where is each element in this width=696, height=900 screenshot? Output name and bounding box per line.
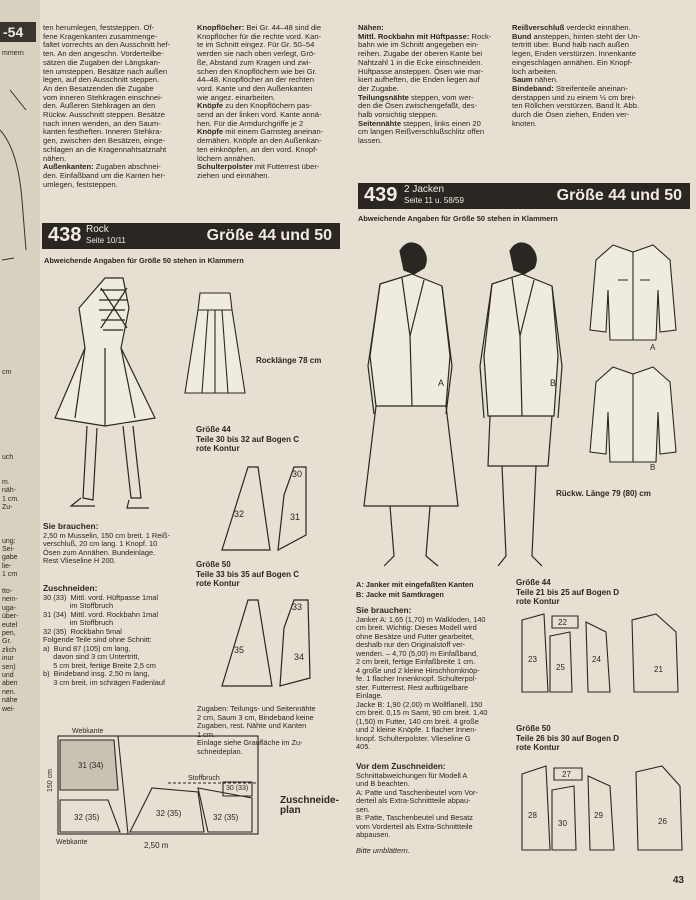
model-438-requirements: Sie brauchen: 2,50 m Musselin, 150 cm breit. 1 Reiß- verschluß, 20 cm lang. 1 Knopf. 10 Ösen zum Annähen. Bundeinlage. Rest Vlieseline H 200. xyxy=(43,521,170,565)
model-439-size44-label: Größe 44 Teile 21 bis 25 auf Bogen D rote Kontur xyxy=(516,578,619,606)
previous-page-pattern-lines xyxy=(0,0,40,900)
previous-page-strip xyxy=(0,0,41,900)
model-438-size44-label: Größe 44 Teile 30 bis 32 auf Bogen C rote Kontur xyxy=(196,425,299,453)
figA-label: A xyxy=(438,378,445,388)
cp3-label: 32 (35) xyxy=(156,809,182,818)
a50_3-label: 29 xyxy=(594,811,603,820)
wk1-label: Webkante xyxy=(72,728,104,735)
model-439-note: Abweichende Angaben für Größe 50 stehen in Klammern xyxy=(358,214,558,223)
model-438-cutting: Zuschneiden: 30 (33) Mittl. vord. Hüftpasse 1mal im Stoffbruch 31 (34) Mittl. vord. Rockbahn 1mal im Stoffbruch 32 (35) Rockbahn 5mal Folgende Teile sind ohne Schnitt: a) Bund 87 (105) cm lang, davon sind 3 cm Untertritt, 5 cm breit, fertige Breite 2,5 cm b) Bindeband insg. 2,50 m lang, 3 cm breit, im schrägen Fadenlauf xyxy=(43,583,165,687)
previous-page-text: mmern cm uch m. näh- 1 cm. Zu- ung: Sei- gabe lie- 1 cm tto- nein- uga- über- eutel pen, Gr. zlich inur sen) und aben nen. nähe wei- xyxy=(2,50,24,713)
model-439-requirements: Sie brauchen: Janker A: 1,65 (1,70) m Walkloden, 140 cm breit. Wichtig: Dieses Modell wird ohne Besätze und Futter gearbeitet, deshalb nur den Originalstoff ver- wenden. – 4,70 (5,00) m Einfaßband, 2 cm breit, fertige Einfaßbreite 1 cm. 4 große und 2 kleine Hirschhornknöp- fe. 1 flacher Innenknopf. Schulterpol- ster. Futterrest. Rest aufbügelbare Einlage. Jacke B: 1,90 (2,00) m Wollflanell, 150 cm breit. 0,15 m Samt, 90 cm breit. 1,40 (1,50) m Futter, 140 cm breit. 4 große und 2 kleine Knöpfe. 1 flacher Innen- knopf. Schulterpolster. Vlieseline G 405. xyxy=(356,605,488,751)
piece-32-label: 32 xyxy=(234,509,245,519)
skirt-figure-illustration xyxy=(45,268,175,518)
model-438-size50-label: Größe 50 Teile 33 bis 35 auf Bogen C rote Kontur xyxy=(196,560,299,588)
model-439-subtitle: Seite 11 u. 58/59 xyxy=(404,196,464,205)
wk2-label: Webkante xyxy=(56,839,88,846)
cutting-plan-title: Zuschneide- plan xyxy=(280,795,339,816)
model-438-subtitle: Seite 10/11 xyxy=(86,236,126,245)
a44_4-label: 21 xyxy=(654,665,663,674)
figB-label: B xyxy=(550,378,557,388)
model-438-header xyxy=(42,223,340,249)
jacket-b-figure-illustration xyxy=(470,236,580,576)
jacket-a-figure-illustration xyxy=(350,236,475,576)
cutting-layout-diagram xyxy=(48,728,278,848)
a50_1-label: 27 xyxy=(562,770,571,779)
a50_2-label: 30 xyxy=(558,819,567,828)
back-length-label: Rückw. Länge 79 (80) cm xyxy=(556,489,651,498)
model-439-size: Größe 44 und 50 xyxy=(556,187,682,204)
model-439-title: 2 Jacken xyxy=(404,184,445,195)
cp2-label: 32 (35) xyxy=(74,813,100,822)
flatA-label: A xyxy=(650,343,656,352)
a50_4-label: 26 xyxy=(658,817,667,826)
column4-text: Reißverschluß verdeckt einnähen. Bund ansteppen, hinten steht der Un- tertritt über. Bund halb nach außen legen, Enden verstürzen. Innenkante eingeschlagen annähen. Ein Knopf- loch arbeiten. Saum nähen. Bindeband: Streifenteile aneinan- derstappen und zu einem ½ cm brei- ten Röllchen verstürzen. Band lt. Abb. durch die Ösen ziehen, Enden ver- knoten. xyxy=(512,23,640,128)
cp5-label: 30 (33) xyxy=(226,785,249,792)
a44_2-label: 25 xyxy=(556,663,565,672)
model-438-size44-pattern-pieces xyxy=(218,465,348,555)
skirt-flat-sketch xyxy=(180,288,250,398)
a44_1-label: 22 xyxy=(558,618,567,627)
a44_0-label: 23 xyxy=(528,655,537,664)
flatB-label: B xyxy=(650,463,656,472)
please-turn-page: Bitte umblättern. xyxy=(356,846,410,855)
model-439-size50-pattern-pieces xyxy=(516,764,691,854)
pw-label: 2,50 m xyxy=(144,841,169,850)
svg-text:34: 34 xyxy=(294,652,305,662)
magazine-page xyxy=(40,0,696,900)
model-439-header xyxy=(358,183,690,209)
model-439-size50-label: Größe 50 Teile 26 bis 30 auf Bogen D rote Kontur xyxy=(516,724,619,752)
model-438-title: Rock xyxy=(86,224,109,235)
a50_0-label: 28 xyxy=(528,811,537,820)
column1-text: ten herumlegen, feststeppen. Of- fene Kragenkanten zusammenge- faltet vorrechts an den Ausschnitt hef- ten. An den angeschn. Vorderteilbe- sätzen die Zugaben der Längskan- ten umsteppen. Besätze nach außen legen, auf den Ausschnitt steppen. An den Besatzenden die Zugabe vom inneren Stehkragen einschnei- den. Äußeren Stehkragen an den Rückw. Ausschnitt steppen. Besätze nach innen wenden, an den Saum- kanten festheften. Inneren Stehkra- gen, zwischen den Besätzen, einge- schlagen an die Kragennahtsatznaht nähen. Außenkanten: Zugaben abschnei- den. Einfaßband um die Kanten her- umlegen, feststeppen. xyxy=(43,23,171,189)
previous-page-number: -54 xyxy=(0,22,36,42)
svg-text:35: 35 xyxy=(234,645,245,655)
ph-label: 150 cm xyxy=(47,769,54,792)
column3-text: Nähen: Mittl. Rockbahn mit Hüftpasse: Rock- bahn wie im Schnitt angegeben ein- reihen. Zugabe der oberen Kante bei Nahtzahl 1 in die Ecke einschneiden. Hüftpasse ansteppen. Ösen wie mar- kiert aufheften, die Enden liegen auf der Zugabe. Teilungsnähte steppen, vom wer- den die Ösen zwischengefaßt, des- halb vorsichtig steppen. Seitennähte steppen, links einen 20 cm langen Reißverschlußschlitz offen lassen. xyxy=(358,23,492,146)
jacket-a-flat-sketch xyxy=(588,240,678,350)
a44_3-label: 24 xyxy=(592,655,601,664)
model-438-size: Größe 44 und 50 xyxy=(206,227,332,244)
sb-label: Stoffbruch xyxy=(188,775,220,782)
model-439-before-cutting: Vor dem Zuschneiden: Schnittabweichungen für Modell A und B beachten. A: Patte und Taschenbeutel vom Vor- derteil als Extra-Schnittteile abpau- sen. B: Patte, Taschenbeutel und Besatz vom Vorderteil als Extra-Schnittteile abpausen. xyxy=(356,761,478,839)
model-438-number: 438 xyxy=(48,224,82,246)
model-438-note: Abweichende Angaben für Größe 50 stehen in Klammern xyxy=(44,256,244,265)
page-number: 43 xyxy=(672,875,684,886)
piece-31-label: 31 xyxy=(290,512,301,522)
model-439-size44-pattern-pieces xyxy=(516,612,691,697)
model-438-size50-pattern-pieces xyxy=(218,598,348,688)
cp4-label: 32 (35) xyxy=(213,813,239,822)
piece-30-label: 30 xyxy=(292,469,303,479)
jacket-b-flat-sketch xyxy=(588,362,678,472)
model-438-allowances: Zugaben: Teilungs- und Seitennähte 2 cm, Saum 3 cm, Bindeband keine Zugaben, rest. Nähte und Kanten 1 cm. Einlage siehe Graufläche im Zu- schneideplan. xyxy=(197,704,316,756)
svg-text:33: 33 xyxy=(292,602,303,612)
cp1-label: 31 (34) xyxy=(78,761,104,770)
column2-text: Knopflöcher: Bei Gr. 44–48 sind die Knopflöcher für die rechte vord. Kan- te im Schnitt eingez. Für Gr. 50–54 werden sie nach oben verlegt, Grö- ße, Abstand zum Kragen und zwi- schen den Knopflöchern wie bei Gr. 44–48. Knopflöcher an der rechten vord. Kante und den Außenkanten wie angez. einarbeiten. Knöpfe zu den Knopflöchern pas- send an der linken vord. Kante annä- hen. Für die Armdurchgriffe je 2 Knöpfe mit einem Garnsteg aneinan- dernähen. Knöpfe an den Außenkan- ten einknöpfen, an den vord. Knopf- löchern annähen. Schulterpolster mit Futterrest über- ziehen und einnähen. xyxy=(197,23,324,180)
model-439-number: 439 xyxy=(364,184,398,206)
skirt-length-label: Rocklänge 78 cm xyxy=(256,356,322,365)
model-439-caption: A: Janker mit eingefaßten Kanten B: Jacke mit Samtkragen xyxy=(356,580,474,599)
